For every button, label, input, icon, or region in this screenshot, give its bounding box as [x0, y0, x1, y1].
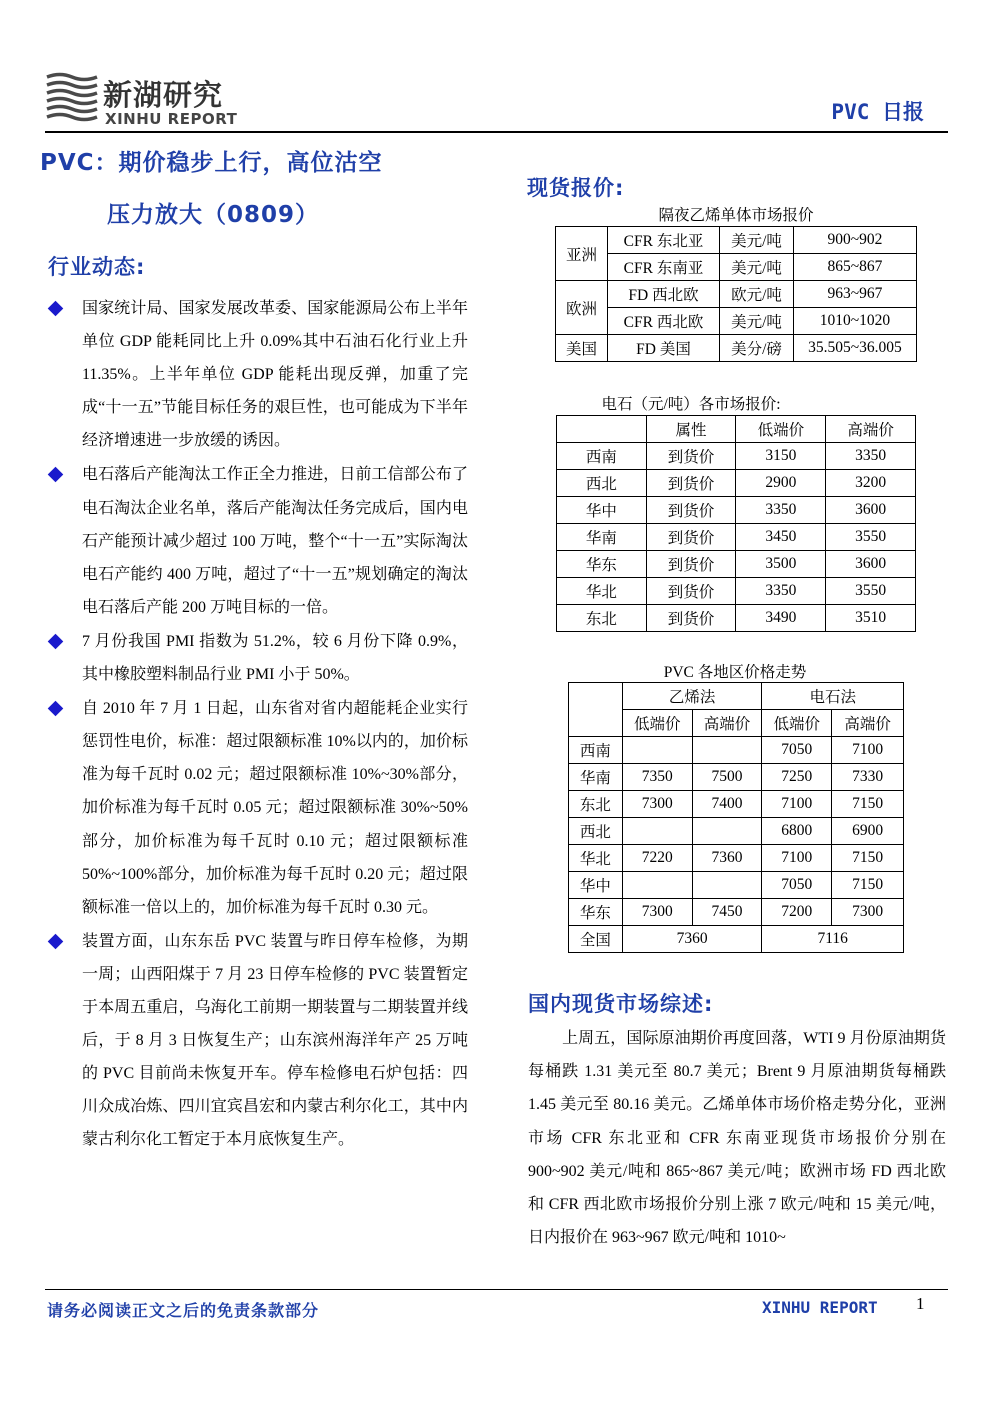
high-price-cell: 3510 [826, 605, 916, 632]
price-cell: 7360 [692, 845, 762, 872]
region-cell: 东北 [569, 791, 623, 818]
type-cell: 到货价 [646, 524, 736, 551]
type-cell: 到货价 [646, 605, 736, 632]
price-cell: 7220 [622, 845, 692, 872]
diamond-bullet-icon [48, 934, 64, 950]
diamond-bullet-icon [48, 701, 64, 717]
low-price-cell: 3500 [736, 551, 826, 578]
market-cell: CFR 西北欧 [608, 308, 720, 335]
price-cell: 7150 [832, 791, 904, 818]
price-cell: 7300 [622, 791, 692, 818]
region-cell: 华东 [569, 899, 623, 926]
header-cell: 低端价 [762, 710, 832, 737]
price-cell: 6900 [832, 818, 904, 845]
table-row [557, 524, 916, 551]
high-price-cell: 3600 [826, 551, 916, 578]
header-cell: 高端价 [826, 416, 916, 443]
price-cell: 7116 [762, 926, 904, 953]
table-row [569, 737, 904, 764]
price-cell [692, 818, 762, 845]
high-price-cell: 3600 [826, 497, 916, 524]
market-cell: FD 美国 [608, 335, 720, 362]
market-review-heading: 国内现货市场综述: [528, 992, 714, 1016]
header-cell [569, 683, 623, 737]
report-title-line1: PVC：期价稳步上行，高位沽空 [40, 150, 383, 176]
region-cell: 东北 [557, 605, 647, 632]
report-header [45, 68, 948, 132]
price-cell: 7150 [832, 872, 904, 899]
header-cell: 低端价 [736, 416, 826, 443]
ethylene-price-table [555, 226, 917, 362]
price-cell: 6800 [762, 818, 832, 845]
ethylene-table-caption: 隔夜乙烯单体市场报价 [658, 207, 814, 224]
method-header-cell: 电石法 [762, 683, 904, 710]
logo-chinese-name: 新湖研究 [103, 78, 224, 112]
header-cell [557, 416, 647, 443]
table-row [569, 872, 904, 899]
region-cell: 欧洲 [556, 281, 608, 335]
unit-cell: 欧元/吨 [720, 281, 794, 308]
xinhu-logo [45, 71, 245, 127]
table-row [569, 818, 904, 845]
table-row [556, 335, 917, 362]
report-type-label: PVC 日报 [831, 100, 924, 124]
low-price-cell: 3490 [736, 605, 826, 632]
price-cell [692, 737, 762, 764]
high-price-cell: 3550 [826, 578, 916, 605]
pvc-table-caption: PVC 各地区价格走势 [663, 664, 807, 681]
diamond-bullet-icon [48, 301, 64, 317]
region-cell: 全国 [569, 926, 623, 953]
industry-news-heading: 行业动态: [48, 255, 146, 279]
price-cell: 900~902 [794, 227, 917, 254]
region-cell: 华北 [557, 578, 647, 605]
news-item: 自 2010 年 7 月 1 日起，山东省对省内超能耗企业实行惩罚性电价，标准：超过限额标准 10%以内的，加价标准为每千瓦时 0.02 元；超过限额标准 10%~30%部分，加价标准为每千瓦时 0.05 元；超过限额标准 30%~50%部分，加价标准为每千瓦时 0.10 元；超过限额标准 50%~100%部分，加价标准为每千瓦时 0.20 元；超过限额标准一倍以上的，加价标准为每千瓦时 0.30 元。 [48, 692, 468, 924]
unit-cell: 美元/吨 [720, 308, 794, 335]
price-cell: 7050 [762, 872, 832, 899]
pvc-price-table [568, 682, 904, 953]
table-row [557, 605, 916, 632]
header-cell: 高端价 [692, 710, 762, 737]
price-cell: 1010~1020 [794, 308, 917, 335]
industry-news-list [48, 292, 468, 1157]
region-cell: 华东 [557, 551, 647, 578]
high-price-cell: 3350 [826, 443, 916, 470]
table-row [569, 845, 904, 872]
table-row [557, 470, 916, 497]
low-price-cell: 3450 [736, 524, 826, 551]
table-row [556, 308, 917, 335]
disclaimer-notice: 请务必阅读正文之后的免责条款部分 [47, 1301, 320, 1320]
market-review-paragraph: 上周五，国际原油期价再度回落，WTI 9 月份原油期货每桶跌 1.31 美元至 80.7 美元；Brent 9 月原油期货每桶跌 1.45 美元至 80.16 美元。乙烯单体市场价格走势分化，亚洲市场 CFR 东北亚和 CFR 东南亚现货市场报价分别在 900~902 美元/吨和 865~867 美元/吨；欧洲市场 FD 西北欧和 CFR 西北欧市场报价分别上涨 7 欧元/吨和 15 美元/吨，日内报价在 963~967 欧元/吨和 1010~ [528, 1030, 946, 1247]
high-price-cell: 3550 [826, 524, 916, 551]
table-row [557, 578, 916, 605]
price-cell: 7350 [622, 764, 692, 791]
table-row [569, 791, 904, 818]
table-row [569, 764, 904, 791]
header-cell: 高端价 [832, 710, 904, 737]
price-cell: 7100 [762, 791, 832, 818]
type-cell: 到货价 [646, 470, 736, 497]
price-cell: 7150 [832, 845, 904, 872]
low-price-cell: 3350 [736, 497, 826, 524]
type-cell: 到货价 [646, 551, 736, 578]
region-cell: 西北 [557, 470, 647, 497]
price-cell: 7250 [762, 764, 832, 791]
price-cell: 865~867 [794, 254, 917, 281]
wave-logo-icon [45, 71, 99, 125]
region-cell: 美国 [556, 335, 608, 362]
news-item: 国家统计局、国家发展改革委、国家能源局公布上半年单位 GDP 能耗同比上升 0.09%其中石油石化行业上升 11.35%。上半年单位 GDP 能耗出现反弹，加重了完成“十一五”节能目标任务的艰巨性，也可能成为下半年经济增速进一步放缓的诱因。 [48, 292, 468, 457]
price-cell: 7100 [832, 737, 904, 764]
region-cell: 西南 [557, 443, 647, 470]
header-cell: 低端价 [622, 710, 692, 737]
price-cell: 963~967 [794, 281, 917, 308]
type-cell: 到货价 [646, 497, 736, 524]
carbide-price-table [556, 415, 916, 632]
diamond-bullet-icon [48, 634, 64, 650]
region-cell: 华中 [557, 497, 647, 524]
page-number: 1 [916, 1294, 925, 1313]
low-price-cell: 2900 [736, 470, 826, 497]
table-row [557, 497, 916, 524]
region-cell: 亚洲 [556, 227, 608, 281]
price-cell: 7360 [622, 926, 762, 953]
region-cell: 西南 [569, 737, 623, 764]
price-cell: 7500 [692, 764, 762, 791]
table-row [556, 227, 917, 254]
table-row [569, 926, 904, 953]
price-cell: 7100 [762, 845, 832, 872]
spot-price-heading: 现货报价: [527, 176, 625, 200]
low-price-cell: 3350 [736, 578, 826, 605]
price-cell [622, 818, 692, 845]
table-row [556, 254, 917, 281]
header-cell: 属性 [646, 416, 736, 443]
carbide-table-caption: 电石（元/吨）各市场报价: [601, 396, 781, 413]
price-cell: 7200 [762, 899, 832, 926]
region-cell: 华南 [557, 524, 647, 551]
news-item: 电石落后产能淘汰工作正全力推进，日前工信部公布了电石淘汰企业名单，落后产能淘汰任务完成后，国内电石产能预计减少超过 100 万吨，整个“十一五”实际淘汰电石产能约 400 万吨，超过了“十一五”规划确定的淘汰电石落后产能 200 万吨目标的一倍。 [48, 458, 468, 623]
news-item: 7 月份我国 PMI 指数为 51.2%，较 6 月份下降 0.9%，其中橡胶塑料制品行业 PMI 小于 50%。 [48, 625, 468, 691]
price-cell [622, 737, 692, 764]
market-cell: CFR 东北亚 [608, 227, 720, 254]
diamond-bullet-icon [48, 467, 64, 483]
type-cell: 到货价 [646, 578, 736, 605]
price-cell [622, 872, 692, 899]
table-row [557, 551, 916, 578]
type-cell: 到货价 [646, 443, 736, 470]
footer-divider [45, 1289, 948, 1290]
market-cell: FD 西北欧 [608, 281, 720, 308]
unit-cell: 美元/吨 [720, 254, 794, 281]
unit-cell: 美分/磅 [720, 335, 794, 362]
price-cell: 7450 [692, 899, 762, 926]
table-row [556, 281, 917, 308]
price-cell: 7050 [762, 737, 832, 764]
price-cell: 7300 [622, 899, 692, 926]
table-header-row [569, 683, 904, 710]
price-cell: 35.505~36.005 [794, 335, 917, 362]
price-cell: 7330 [832, 764, 904, 791]
price-cell [692, 872, 762, 899]
price-cell: 7300 [832, 899, 904, 926]
header-divider [45, 131, 948, 133]
table-header-row [557, 416, 916, 443]
unit-cell: 美元/吨 [720, 227, 794, 254]
report-title-line2: 压力放大（0809） [107, 202, 320, 228]
logo-english-name: XINHU REPORT [105, 110, 238, 128]
market-cell: CFR 东南亚 [608, 254, 720, 281]
table-row [557, 443, 916, 470]
region-cell: 华南 [569, 764, 623, 791]
footer-brand: XINHU REPORT [762, 1298, 878, 1317]
region-cell: 华中 [569, 872, 623, 899]
high-price-cell: 3200 [826, 470, 916, 497]
method-header-cell: 乙烯法 [622, 683, 762, 710]
region-cell: 华北 [569, 845, 623, 872]
low-price-cell: 3150 [736, 443, 826, 470]
price-cell: 7400 [692, 791, 762, 818]
region-cell: 西北 [569, 818, 623, 845]
news-item: 装置方面，山东东岳 PVC 装置与昨日停车检修，为期一周；山西阳煤于 7 月 23 日停车检修的 PVC 装置暂定于本周五重启，乌海化工前期一期装置与二期装置并线后，于 8 月 3 日恢复生产；山东滨州海洋年产 25 万吨的 PVC 目前尚未恢复开车。停车检修电石炉包括：四川众成冶炼、四川宜宾昌宏和内蒙古利尔化工，其中内蒙古利尔化工暂定于本月底恢复生产。 [48, 925, 468, 1157]
table-row [569, 899, 904, 926]
